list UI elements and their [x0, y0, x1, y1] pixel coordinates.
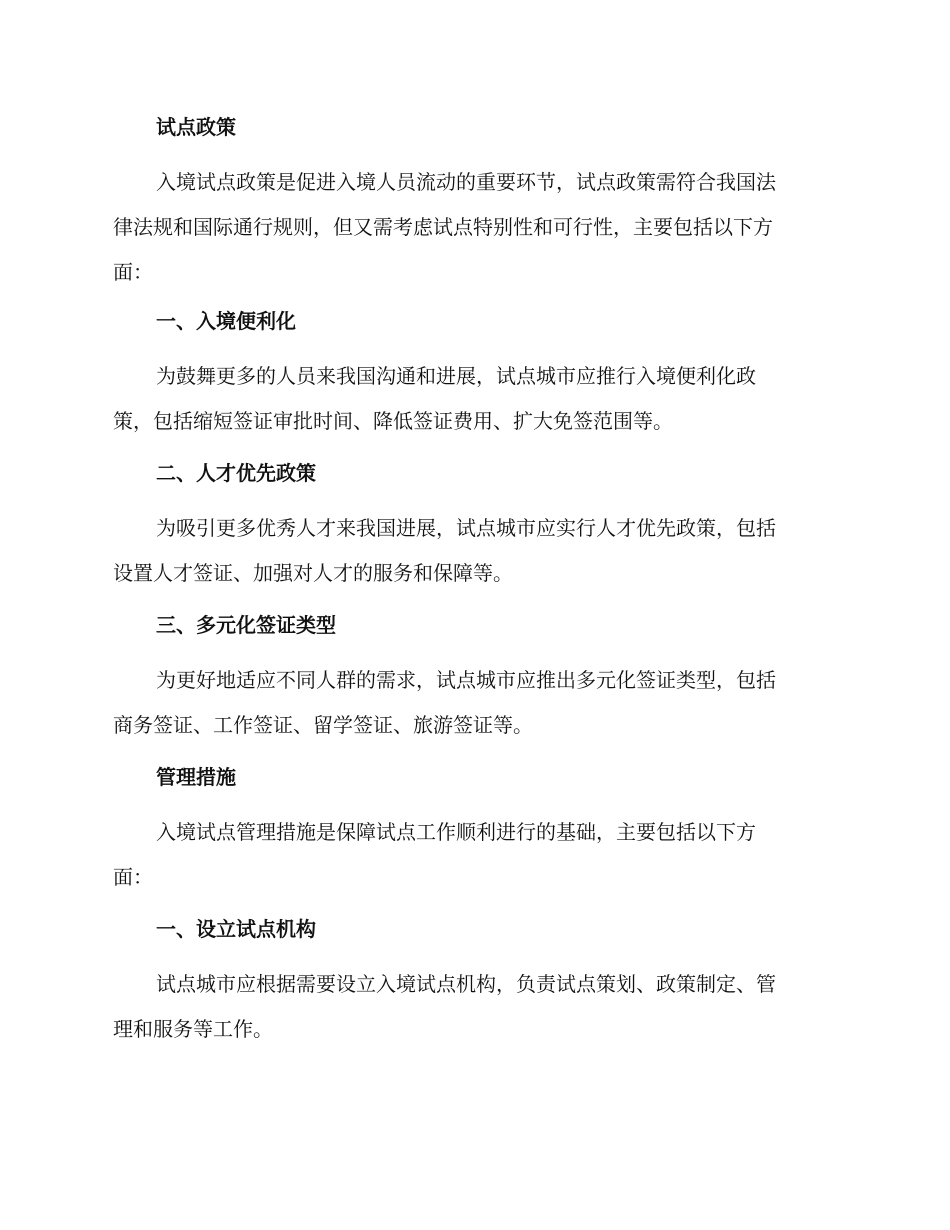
paragraph-line: 商务签证、工作签证、留学签证、旅游签证等。: [113, 713, 533, 737]
paragraph-talent-priority: [113, 506, 838, 596]
paragraph-line: 策，包括缩短签证审批时间、降低签证费用、扩大免签范围等。: [113, 409, 673, 433]
section-heading-diversified-visa: 三、多元化签证类型: [156, 613, 336, 637]
paragraph-pilot-institution: [113, 962, 838, 1052]
paragraph-line: 为鼓舞更多的人员来我国沟通和进展，试点城市应推行入境便利化政: [156, 364, 756, 388]
paragraph-pilot-policy: [113, 160, 838, 295]
section-heading-pilot-policy: 试点政策: [156, 115, 236, 139]
paragraph-line: 入境试点管理措施是保障试点工作顺利进行的基础，主要包括以下方: [156, 820, 756, 844]
section-heading-talent-priority: 二、人才优先政策: [156, 461, 316, 485]
paragraph-entry-facilitation: [113, 354, 838, 444]
paragraph-line: 为吸引更多优秀人才来我国进展，试点城市应实行人才优先政策，包括: [156, 516, 776, 540]
paragraph-line: 面：: [113, 865, 153, 889]
paragraph-line: 入境试点政策是促进入境人员流动的重要环节，试点政策需符合我国法: [156, 170, 776, 194]
paragraph-line: 为更好地适应不同人群的需求，试点城市应推出多元化签证类型，包括: [156, 668, 776, 692]
paragraph-line: 律法规和国际通行规则，但又需考虑试点特别性和可行性，主要包括以下方: [113, 215, 773, 239]
paragraph-line: 面：: [113, 260, 153, 284]
section-heading-entry-facilitation: 一、入境便利化: [156, 309, 296, 333]
paragraph-line: 设置人才签证、加强对人才的服务和保障等。: [113, 561, 513, 585]
section-heading-management-measures: 管理措施: [156, 765, 236, 789]
paragraph-management-measures: [113, 810, 838, 900]
section-heading-pilot-institution: 一、设立试点机构: [156, 917, 316, 941]
paragraph-line: 试点城市应根据需要设立入境试点机构，负责试点策划、政策制定、管: [156, 972, 776, 996]
paragraph-line: 理和服务等工作。: [113, 1017, 273, 1041]
paragraph-diversified-visa: [113, 658, 838, 748]
